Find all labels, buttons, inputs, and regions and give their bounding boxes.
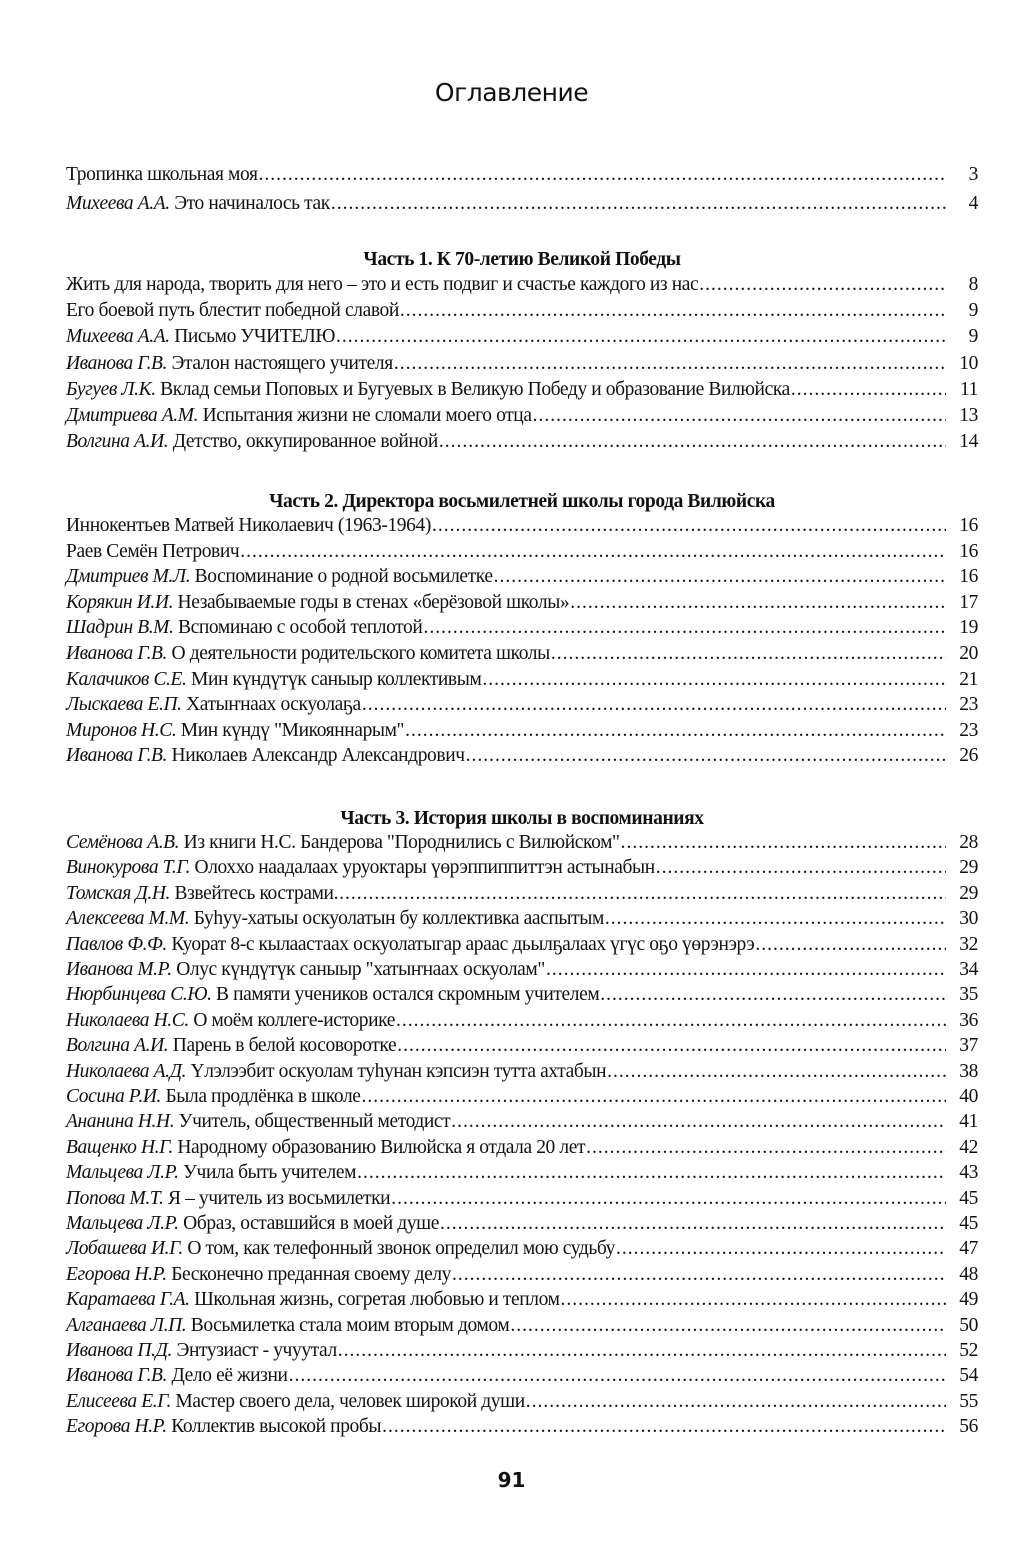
entry-author: Бугуев Л.К. bbox=[66, 379, 156, 400]
entry-text: Образ, оставшийся в моей душе bbox=[183, 1213, 440, 1234]
entry-text: Была продлёнка в школе bbox=[165, 1086, 361, 1107]
toc-entry bbox=[66, 832, 978, 854]
entry-author: Сосина Р.И. bbox=[66, 1086, 161, 1107]
dot-leader bbox=[621, 832, 946, 854]
toc-entry bbox=[66, 566, 978, 588]
dot-leader bbox=[423, 617, 946, 639]
entry-author: Николаева А.Д. bbox=[66, 1061, 187, 1082]
entry-title bbox=[66, 857, 655, 879]
entry-author: Мальцева Л.Р. bbox=[66, 1213, 179, 1234]
toc-entry bbox=[66, 908, 978, 930]
entry-page-number: 45 bbox=[959, 1213, 978, 1234]
entry-page-number: 21 bbox=[959, 669, 978, 690]
toc-entry bbox=[66, 984, 978, 1006]
dot-leader bbox=[338, 1340, 946, 1362]
dot-leader bbox=[494, 566, 946, 588]
entry-title bbox=[66, 934, 754, 956]
entry-page-number: 37 bbox=[959, 1035, 978, 1056]
page-number: 91 bbox=[497, 1468, 526, 1492]
entry-text: Вспоминаю с особой теплотой bbox=[178, 617, 423, 638]
entry-author: Ананина Н.Н. bbox=[66, 1111, 175, 1132]
entry-text: Незабываемые годы в стенах «берёзовой школы» bbox=[177, 592, 570, 613]
entry-author: Шадрин В.М. bbox=[66, 617, 174, 638]
toc-entry bbox=[66, 379, 978, 401]
toc-entry bbox=[66, 694, 978, 716]
entry-title bbox=[66, 164, 258, 186]
entry-text: Его боевой путь блестит победной славой bbox=[66, 300, 399, 321]
dot-leader bbox=[362, 694, 946, 716]
toc-entry bbox=[66, 1213, 978, 1235]
entry-page-number: 45 bbox=[959, 1188, 978, 1209]
dot-leader bbox=[551, 643, 946, 665]
entry-text: Народному образованию Вилюйска я отдала 20 лет bbox=[177, 1137, 586, 1158]
entry-title bbox=[66, 1111, 450, 1133]
dot-leader bbox=[336, 326, 946, 348]
dot-leader bbox=[600, 984, 946, 1006]
entry-author: Павлов Ф.Ф. bbox=[66, 934, 167, 955]
entry-text: Бесконечно преданная своему делу bbox=[171, 1264, 452, 1285]
entry-title bbox=[66, 959, 545, 981]
entry-text: Воспоминание о родной восьмилетке bbox=[194, 566, 493, 587]
entry-text: Олус күндүтүк саныыр "хатыҥнаах оскуолам" bbox=[176, 959, 545, 980]
entry-author: Лобашева И.Г. bbox=[66, 1238, 183, 1259]
toc-entry bbox=[66, 883, 978, 905]
entry-author: Елисеева Е.Г. bbox=[66, 1391, 171, 1412]
toc-entry bbox=[66, 1061, 978, 1083]
section-heading: Часть 3. История школы в воспоминаниях bbox=[340, 808, 704, 829]
dot-leader bbox=[561, 1289, 946, 1311]
dot-leader bbox=[259, 164, 946, 186]
dot-leader bbox=[394, 353, 946, 375]
entry-page-number: 16 bbox=[959, 541, 978, 562]
entry-author: Попова М.Т. bbox=[66, 1188, 164, 1209]
entry-title bbox=[66, 1340, 337, 1362]
entry-text: Это начиналось так bbox=[174, 193, 330, 214]
entry-author: Михеева А.А. bbox=[66, 193, 170, 214]
entry-page-number: 40 bbox=[959, 1086, 978, 1107]
entry-title bbox=[66, 592, 569, 614]
entry-page-number: 19 bbox=[959, 617, 978, 638]
toc-entry bbox=[66, 745, 978, 767]
entry-page-number: 11 bbox=[960, 379, 978, 400]
entry-title bbox=[66, 984, 599, 1006]
page-title: Оглавление bbox=[434, 78, 589, 107]
entry-text: Восьмилетка стала моим вторым домом bbox=[190, 1315, 510, 1336]
entry-text: Я – учитель из восьмилетки bbox=[167, 1188, 391, 1209]
entry-text: Энтузиаст - учуутал bbox=[176, 1340, 337, 1361]
entry-page-number: 16 bbox=[959, 515, 978, 536]
entry-author: Иванова П.Д. bbox=[66, 1340, 172, 1361]
entry-author: Ващенко Н.Г. bbox=[66, 1137, 173, 1158]
entry-text: Жить для народа, творить для него – это и есть подвиг и счастье каждого из нас bbox=[66, 274, 699, 295]
entry-title bbox=[66, 326, 335, 348]
entry-text: Эталон настоящего учителя bbox=[171, 353, 393, 374]
entry-page-number: 23 bbox=[959, 720, 978, 741]
entry-title bbox=[66, 1264, 451, 1286]
entry-page-number: 54 bbox=[959, 1365, 978, 1386]
entry-title bbox=[66, 1188, 390, 1210]
dot-leader bbox=[605, 908, 946, 930]
toc-entry bbox=[66, 720, 978, 742]
entry-page-number: 32 bbox=[959, 934, 978, 955]
entry-author: Иванова Г.В. bbox=[66, 353, 168, 374]
entry-page-number: 47 bbox=[959, 1238, 978, 1259]
toc-entry bbox=[66, 353, 978, 375]
toc-entry bbox=[66, 1086, 978, 1108]
dot-leader bbox=[289, 1365, 946, 1387]
entry-page-number: 41 bbox=[959, 1111, 978, 1132]
entry-title bbox=[66, 193, 330, 215]
entry-title bbox=[66, 1061, 606, 1083]
toc-entry bbox=[66, 300, 978, 322]
entry-author: Нюрбинцева С.Ю. bbox=[66, 984, 212, 1005]
entry-page-number: 4 bbox=[968, 193, 978, 214]
entry-page-number: 10 bbox=[959, 353, 978, 374]
entry-author: Лыскаева Е.П. bbox=[66, 694, 182, 715]
toc-entry bbox=[66, 1162, 978, 1184]
entry-page-number: 42 bbox=[959, 1137, 978, 1158]
entry-text: Дело её жизни bbox=[171, 1365, 288, 1386]
entry-title bbox=[66, 566, 493, 588]
entry-text: Николаев Александр Александрович bbox=[171, 745, 465, 766]
entry-author: Корякин И.И. bbox=[66, 592, 174, 613]
entry-text: Куорат 8-с кылаастаах оскуолатыгар араас дьылҕалаах үгүс оҕо үөрэнэрэ bbox=[171, 934, 755, 955]
entry-page-number: 20 bbox=[959, 643, 978, 664]
entry-page-number: 56 bbox=[959, 1416, 978, 1437]
dot-leader bbox=[396, 1010, 946, 1032]
entry-page-number: 23 bbox=[959, 694, 978, 715]
entry-text: Учитель, общественный методист bbox=[178, 1111, 451, 1132]
dot-leader bbox=[570, 592, 946, 614]
entry-page-number: 3 bbox=[968, 164, 978, 185]
dot-leader bbox=[586, 1137, 946, 1159]
entry-title bbox=[66, 720, 404, 742]
toc-entry bbox=[66, 1289, 978, 1311]
entry-author: Николаева Н.С. bbox=[66, 1010, 189, 1031]
dot-leader bbox=[699, 274, 946, 296]
section-heading: Часть 2. Директора восьмилетней школы города Вилюйска bbox=[269, 491, 775, 512]
dot-leader bbox=[607, 1061, 946, 1083]
entry-page-number: 43 bbox=[959, 1162, 978, 1183]
entry-page-number: 17 bbox=[959, 592, 978, 613]
entry-title bbox=[66, 1137, 585, 1159]
entry-title bbox=[66, 1289, 560, 1311]
entry-page-number: 55 bbox=[959, 1391, 978, 1412]
toc-entry bbox=[66, 857, 978, 879]
dot-leader bbox=[382, 1416, 946, 1438]
entry-text: Хатыҥнаах оскуолаҕа bbox=[186, 694, 361, 715]
toc-entry bbox=[66, 1010, 978, 1032]
toc-entry bbox=[66, 1264, 978, 1286]
entry-text: Вклад семьи Поповых и Бугуевых в Великую Победу и образование Вилюйска bbox=[160, 379, 790, 400]
dot-leader bbox=[482, 669, 946, 691]
entry-page-number: 30 bbox=[959, 908, 978, 929]
entry-text: Мастер своего дела, человек широкой души bbox=[175, 1391, 525, 1412]
toc-entry bbox=[66, 541, 978, 563]
entry-page-number: 28 bbox=[959, 832, 978, 853]
entry-author: Калачиков С.Е. bbox=[66, 669, 187, 690]
entry-title bbox=[66, 908, 604, 930]
entry-title bbox=[66, 1086, 361, 1108]
entry-page-number: 16 bbox=[959, 566, 978, 587]
dot-leader bbox=[240, 541, 946, 563]
toc-entry bbox=[66, 1340, 978, 1362]
entry-title bbox=[66, 745, 465, 767]
entry-author: Волгина А.И. bbox=[66, 431, 169, 452]
toc-entry bbox=[66, 193, 978, 215]
entry-title bbox=[66, 300, 399, 322]
entry-page-number: 29 bbox=[959, 883, 978, 904]
entry-text: Раев Семён Петрович bbox=[66, 541, 240, 562]
entry-title bbox=[66, 883, 338, 905]
entry-text: Учила быть учителем bbox=[183, 1162, 357, 1183]
toc-entry bbox=[66, 1365, 978, 1387]
entry-text: Үлэлээбит оскуолам туһунан кэпсиэн тутта ахтабын bbox=[190, 1061, 607, 1082]
entry-title bbox=[66, 669, 481, 691]
entry-title bbox=[66, 1162, 356, 1184]
entry-text: Мин күндүтүк саныыр коллективым bbox=[191, 669, 482, 690]
entry-text: Иннокентьев Матвей Николаевич (1963-1964) bbox=[66, 515, 431, 536]
toc-entry bbox=[66, 617, 978, 639]
entry-author: Дмитриева А.М. bbox=[66, 405, 199, 426]
entry-title bbox=[66, 1010, 395, 1032]
entry-author: Миронов Н.С. bbox=[66, 720, 177, 741]
entry-page-number: 14 bbox=[959, 431, 978, 452]
toc-entry bbox=[66, 1238, 978, 1260]
toc-entry bbox=[66, 431, 978, 453]
entry-text: Из книги Н.С. Бандерова "Породнились с Вилюйском" bbox=[183, 832, 620, 853]
dot-leader bbox=[405, 720, 946, 742]
entry-text: Испытания жизни не сломали моего отца bbox=[202, 405, 532, 426]
entry-title bbox=[66, 431, 438, 453]
dot-leader bbox=[440, 1213, 946, 1235]
dot-leader bbox=[439, 431, 946, 453]
entry-author: Алексеева М.М. bbox=[66, 908, 190, 929]
toc-entry bbox=[66, 1416, 978, 1438]
entry-author: Волгина А.И. bbox=[66, 1035, 169, 1056]
entry-text: Письмо УЧИТЕЛЮ bbox=[174, 326, 336, 347]
entry-text: Тропинка школьная моя bbox=[66, 164, 258, 185]
entry-author: Каратаева Г.А. bbox=[66, 1289, 190, 1310]
entry-author: Иванова Г.В. bbox=[66, 643, 168, 664]
toc-entry bbox=[66, 1137, 978, 1159]
entry-title bbox=[66, 1238, 615, 1260]
toc-entry bbox=[66, 1391, 978, 1413]
toc-entry bbox=[66, 1188, 978, 1210]
entry-text: Детство, оккупированное войной bbox=[172, 431, 438, 452]
entry-text: Школьная жизнь, согретая любовью и теплом bbox=[194, 1289, 560, 1310]
entry-author: Иванова Г.В. bbox=[66, 745, 168, 766]
entry-page-number: 26 bbox=[959, 745, 978, 766]
entry-text: Буһуу-хатыы оскуолатын бу коллективка ааспытым bbox=[193, 908, 604, 929]
toc-entry bbox=[66, 934, 978, 956]
entry-text: О том, как телефонный звонок определил мою судьбу bbox=[187, 1238, 616, 1259]
entry-text: О деятельности родительского комитета школы bbox=[171, 643, 550, 664]
entry-page-number: 36 bbox=[959, 1010, 978, 1031]
dot-leader bbox=[331, 193, 946, 215]
entry-title bbox=[66, 379, 790, 401]
dot-leader bbox=[526, 1391, 946, 1413]
entry-title bbox=[66, 541, 239, 563]
entry-title bbox=[66, 515, 431, 537]
section-heading: Часть 1. К 70-летию Великой Победы bbox=[363, 249, 681, 270]
entry-page-number: 48 bbox=[959, 1264, 978, 1285]
toc-entry bbox=[66, 326, 978, 348]
entry-page-number: 49 bbox=[959, 1289, 978, 1310]
dot-leader bbox=[451, 1111, 946, 1133]
entry-text: Олоххо наадалаах уруоктары үөрэппиппиттэн астынабын bbox=[194, 857, 655, 878]
toc-entry bbox=[66, 959, 978, 981]
entry-title bbox=[66, 832, 620, 854]
toc-entry bbox=[66, 669, 978, 691]
entry-page-number: 29 bbox=[959, 857, 978, 878]
dot-leader bbox=[339, 883, 946, 905]
entry-author: Иванова М.Р. bbox=[66, 959, 172, 980]
entry-author: Томская Д.Н. bbox=[66, 883, 171, 904]
entry-title bbox=[66, 1416, 381, 1438]
entry-page-number: 13 bbox=[959, 405, 978, 426]
entry-text: Взвейтесь кострами. bbox=[174, 883, 339, 904]
entry-page-number: 9 bbox=[968, 300, 978, 321]
dot-leader bbox=[452, 1264, 946, 1286]
dot-leader bbox=[533, 405, 946, 427]
dot-leader bbox=[546, 959, 946, 981]
dot-leader bbox=[397, 1035, 946, 1057]
entry-title bbox=[66, 1315, 509, 1337]
toc-entry bbox=[66, 405, 978, 427]
dot-leader bbox=[400, 300, 946, 322]
entry-title bbox=[66, 617, 422, 639]
entry-title bbox=[66, 405, 532, 427]
toc-entry bbox=[66, 164, 978, 186]
entry-title bbox=[66, 274, 698, 296]
entry-author: Дмитриев М.Л. bbox=[66, 566, 191, 587]
entry-title bbox=[66, 353, 393, 375]
entry-page-number: 9 bbox=[968, 326, 978, 347]
entry-author: Иванова Г.В. bbox=[66, 1365, 168, 1386]
entry-author: Алганаева Л.П. bbox=[66, 1315, 187, 1336]
dot-leader bbox=[362, 1086, 946, 1108]
dot-leader bbox=[510, 1315, 946, 1337]
entry-page-number: 34 bbox=[959, 959, 978, 980]
toc-entry bbox=[66, 643, 978, 665]
entry-author: Егорова Н.Р. bbox=[66, 1264, 167, 1285]
toc-entry bbox=[66, 1111, 978, 1133]
toc-entry bbox=[66, 592, 978, 614]
entry-page-number: 52 bbox=[959, 1340, 978, 1361]
entry-title bbox=[66, 1213, 439, 1235]
entry-author: Семёнова А.В. bbox=[66, 832, 180, 853]
entry-text: О моём коллеге-историке bbox=[193, 1010, 395, 1031]
entry-author: Михеева А.А. bbox=[66, 326, 170, 347]
entry-author: Винокурова Т.Г. bbox=[66, 857, 191, 878]
entry-title bbox=[66, 643, 550, 665]
entry-text: Парень в белой косоворотке bbox=[172, 1035, 397, 1056]
dot-leader bbox=[357, 1162, 946, 1184]
entry-text: Мин күндү "Микояннарым" bbox=[180, 720, 405, 741]
toc-entry bbox=[66, 274, 978, 296]
toc-entry bbox=[66, 515, 978, 537]
entry-page-number: 38 bbox=[959, 1061, 978, 1082]
toc-entry bbox=[66, 1315, 978, 1337]
entry-text: В памяти учеников остался скромным учителем bbox=[216, 984, 600, 1005]
dot-leader bbox=[791, 379, 946, 401]
dot-leader bbox=[616, 1238, 946, 1260]
entry-author: Мальцева Л.Р. bbox=[66, 1162, 179, 1183]
entry-page-number: 8 bbox=[968, 274, 978, 295]
entry-title bbox=[66, 1035, 396, 1057]
entry-text: Коллектив высокой пробы bbox=[171, 1416, 382, 1437]
entry-author: Егорова Н.Р. bbox=[66, 1416, 167, 1437]
entry-page-number: 50 bbox=[959, 1315, 978, 1336]
entry-title bbox=[66, 694, 361, 716]
dot-leader bbox=[432, 515, 946, 537]
dot-leader bbox=[656, 857, 946, 879]
entry-page-number: 35 bbox=[959, 984, 978, 1005]
dot-leader bbox=[755, 934, 946, 956]
toc-entry bbox=[66, 1035, 978, 1057]
entry-title bbox=[66, 1365, 288, 1387]
entry-title bbox=[66, 1391, 525, 1413]
dot-leader bbox=[466, 745, 946, 767]
dot-leader bbox=[391, 1188, 946, 1210]
